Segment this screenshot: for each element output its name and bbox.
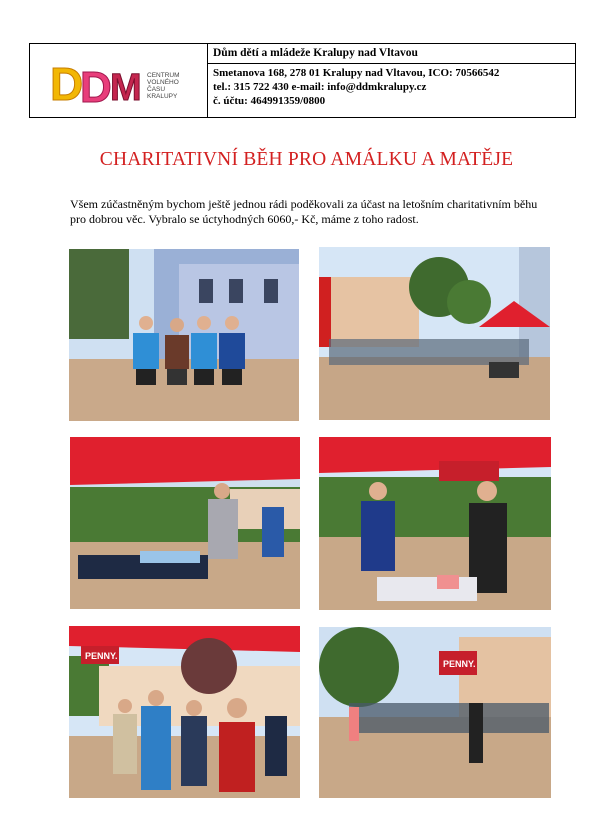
thank-you-paragraph: Všem zúčastněným bychom ještě jednou rádi poděkovali za účast na letošním charitativním běhu pro dobrou věc. Vybralo se úctyhodných 6060,- Kč, máme z toho radost. <box>70 197 538 226</box>
photo-crowd-start <box>319 247 550 420</box>
photo-crowd-penny <box>69 626 300 798</box>
org-address: Smetanova 168, 278 01 Kralupy nad Vltavou, ICO: 70566542 <box>213 67 500 79</box>
info-cell <box>208 44 575 117</box>
letterhead <box>29 43 576 118</box>
svg-text:D: D <box>50 58 84 110</box>
logo-cell <box>30 44 208 117</box>
penny-sign-text-2: PENNY. <box>443 659 476 669</box>
logo-tagline: CENTRUM VOLNÉHO ČASU KRALUPY <box>147 72 180 100</box>
page-title: CHARITATIVNÍ BĚH PRO AMÁLKU A MATĚJE <box>99 149 514 170</box>
org-name: Dům dětí a mládeže Kralupy nad Vltavou <box>208 44 575 64</box>
svg-text:M: M <box>110 67 142 109</box>
photo-drinks-station <box>319 437 551 610</box>
org-account: č. účtu: 464991359/0800 <box>213 95 326 107</box>
svg-text:D: D <box>80 63 112 112</box>
penny-sign-text: PENNY. <box>85 651 118 661</box>
photo-runners-group <box>69 249 299 421</box>
photo-runners-square <box>319 627 551 798</box>
photo-refreshment-table <box>70 437 300 609</box>
org-contact: tel.: 315 722 430 e-mail: info@ddmkralupy.cz <box>213 81 427 93</box>
